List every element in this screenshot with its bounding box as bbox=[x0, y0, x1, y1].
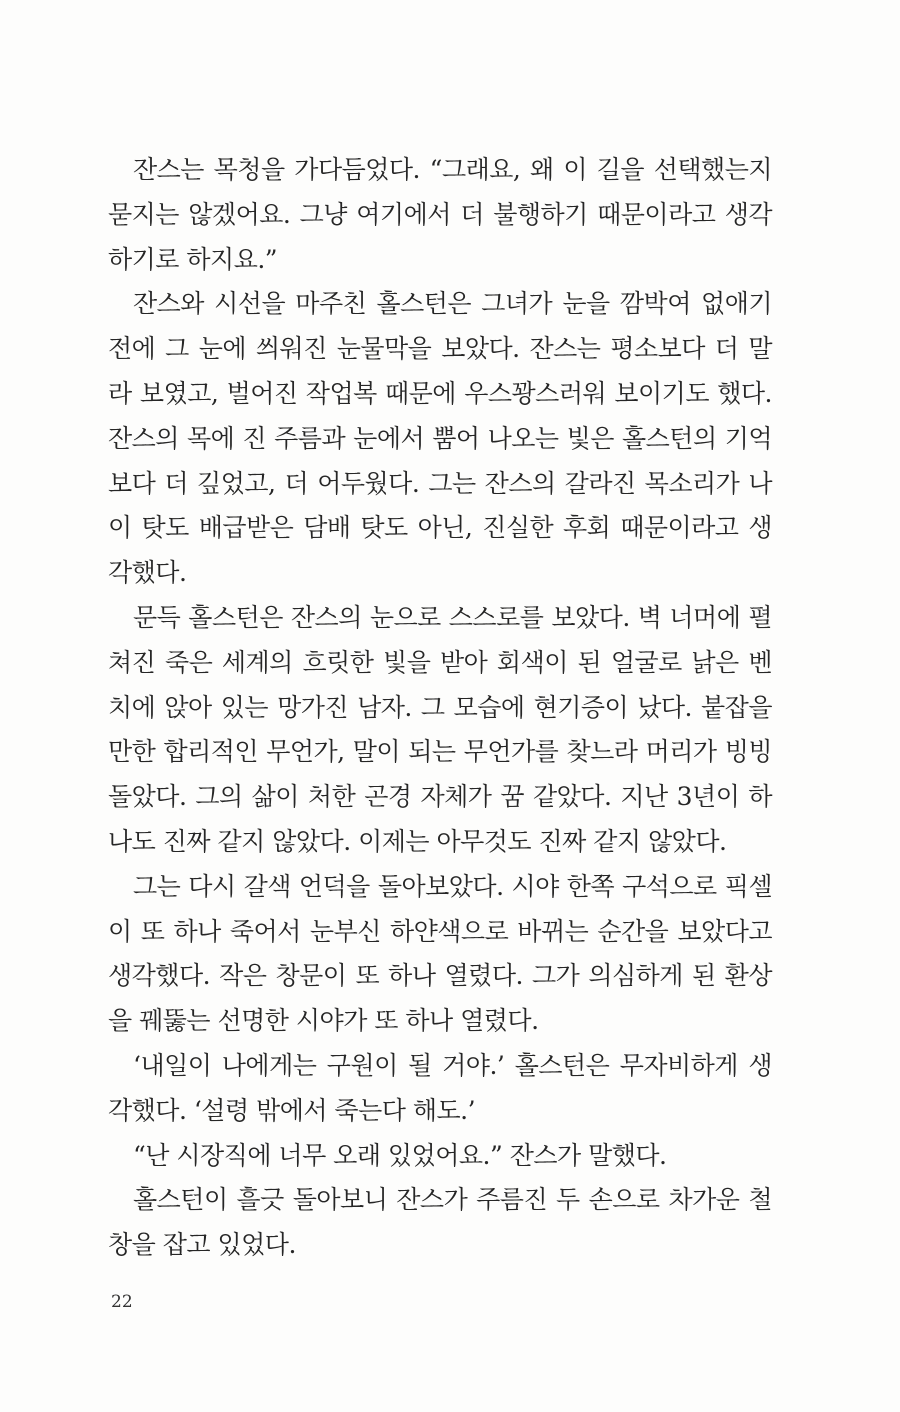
paragraph-6: “난 시장직에 너무 오래 있었어요.” 잔스가 말했다. bbox=[133, 1140, 667, 1170]
paragraph-2: 잔스와 시선을 마주친 홀스턴은 그녀가 눈을 깜박여 없애기 전에 그 눈에 씌워진 눈물막을 보았다. 잔스는 평소보다 더 말라 보였고, 벌어진 작업복 때문에 우스꽝스러워 보이기도 했다. 잔스의 목에 진 주름과 눈에서 뿜어 나오는 빛은 홀스턴의 기억보다 더 깊었고, 더 어두웠다. 그는 잔스의 갈라진 목소리가 나이 탓도 배급받은 담배 탓도 아닌, 진실한 후회 때문이라고 생각했다. bbox=[108, 289, 772, 588]
paragraph-1: 잔스는 목청을 가다듬었다. “그래요, 왜 이 길을 선택했는지 묻지는 않겠어요. 그냥 여기에서 더 불행하기 때문이라고 생각하기로 하지요.” bbox=[108, 155, 772, 274]
paragraph-4: 그는 다시 갈색 언덕을 돌아보았다. 시야 한쪽 구석으로 픽셀이 또 하나 죽어서 눈부신 하얀색으로 바뀌는 순간을 보았다고 생각했다. 작은 창문이 또 하나 열렸다. 그가 의심하게 된 환상을 꿰뚫는 선명한 시야가 또 하나 열렸다. bbox=[108, 871, 772, 1036]
page-number: 22 bbox=[111, 1292, 133, 1312]
body-text bbox=[108, 148, 772, 1268]
paragraph-5: ‘내일이 나에게는 구원이 될 거야.’ 홀스턴은 무자비하게 생각했다. ‘설령 밖에서 죽는다 해도.’ bbox=[108, 1050, 772, 1125]
paragraph-7: 홀스턴이 흘긋 돌아보니 잔스가 주름진 두 손으로 차가운 철창을 잡고 있었다. bbox=[108, 1185, 772, 1260]
paragraph-3: 문득 홀스턴은 잔스의 눈으로 스스로를 보았다. 벽 너머에 펼쳐진 죽은 세계의 흐릿한 빛을 받아 회색이 된 얼굴로 낡은 벤치에 앉아 있는 망가진 남자. 그 모습에 현기증이 났다. 붙잡을 만한 합리적인 무언가, 말이 되는 무언가를 찾느라 머리가 빙빙 돌았다. 그의 삶이 처한 곤경 자체가 꿈 같았다. 지난 3년이 하나도 진짜 같지 않았다. 이제는 아무것도 진짜 같지 않았다. bbox=[108, 602, 772, 856]
